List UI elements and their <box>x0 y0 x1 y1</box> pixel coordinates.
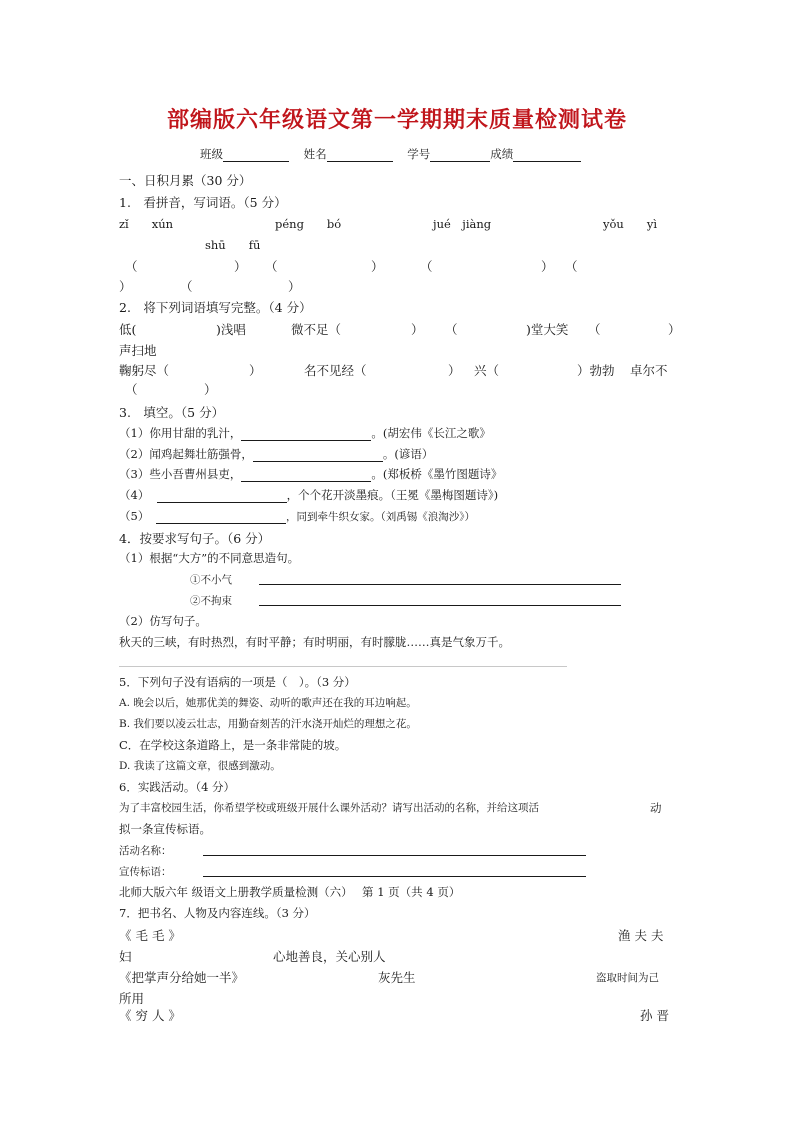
idiom-item: ） <box>204 382 217 397</box>
answer-line[interactable] <box>259 605 621 606</box>
q1-heading: 1. 看拼音，写词语。（5 分） <box>119 195 287 210</box>
q6-heading: 6．实践活动。（4 分） <box>119 780 236 794</box>
content-description[interactable]: 盗取时间为己 <box>596 972 659 984</box>
pinyin-4: yǒu yì <box>603 217 658 231</box>
fill-blank[interactable] <box>241 426 371 441</box>
item-number: （5） <box>119 509 150 523</box>
q4-sub2: （2）仿写句子。 <box>119 614 207 628</box>
fill-blank[interactable] <box>253 447 383 462</box>
slogan-line[interactable] <box>203 876 586 877</box>
bracket: （ <box>265 259 278 274</box>
activity-name-line[interactable] <box>203 855 586 856</box>
answer-line[interactable] <box>259 584 621 585</box>
item-number: （1） <box>119 426 150 440</box>
item-suffix: 。(郑板桥《墨竹图题诗》 <box>371 467 503 481</box>
idiom-item: 低( <box>119 322 137 337</box>
content-description: 所用 <box>119 991 145 1006</box>
page-title: 部编版六年级语文第一学期期末质量检测试卷 <box>166 108 627 133</box>
section-heading: 一、日积月累（30 分） <box>119 173 252 188</box>
item-number: （4） <box>119 488 150 502</box>
number-blank[interactable] <box>430 147 490 162</box>
pinyin-5: shū fū <box>205 238 261 252</box>
q4-heading: 4．按要求写句子。（6 分） <box>119 531 271 546</box>
bracket: （ <box>180 279 193 294</box>
item-suffix: 。(胡宏伟《长江之歌》 <box>371 426 491 440</box>
pinyin-3: jué jiàng <box>433 217 492 231</box>
q5-heading: 5．下列句子没有语病的一项是（ ）。（3 分） <box>119 675 356 689</box>
bracket: ） <box>234 259 247 274</box>
q6-prompt: 为了丰富校园生活，你希望学校或班级开展什么课外活动？请写出活动的名称，并给这项活 <box>119 802 539 814</box>
book-title[interactable]: 《把掌声分给她一半》 <box>119 970 245 985</box>
option-label: ②不拘束 <box>190 595 232 607</box>
class-label: 班级 <box>200 147 223 161</box>
idiom-item: ） <box>448 363 461 378</box>
slogan-label: 宣传标语： <box>119 866 172 878</box>
choice-option[interactable]: B. 我们要以凌云壮志，用勤奋刻苦的汗水浇开灿烂的理想之花。 <box>119 718 417 730</box>
fill-item <box>119 446 433 462</box>
divider <box>119 666 567 667</box>
item-prefix: 些小吾曹州县吏， <box>149 467 242 481</box>
bracket: ） <box>119 279 132 294</box>
content-description[interactable]: 心地善良，关心别人 <box>273 949 386 964</box>
name-blank[interactable] <box>327 147 393 162</box>
idiom-item: ） <box>249 363 262 378</box>
number-label: 学号 <box>407 147 431 161</box>
choice-option[interactable]: D. 我读了这篇文章，很感到激动。 <box>119 760 281 772</box>
score-blank[interactable] <box>513 147 581 162</box>
choice-option[interactable]: A. 晚会以后，她那优美的舞姿、动听的歌声还在我的耳边响起。 <box>119 697 417 709</box>
fill-blank[interactable] <box>241 467 371 482</box>
idiom-item: ） <box>411 322 424 337</box>
bracket: ） <box>288 279 301 294</box>
q7-heading: 7．把书名、人物及内容连线。（3 分） <box>119 906 316 920</box>
q6-prompt: 拟一条宣传标语。 <box>119 822 211 836</box>
bracket: ） <box>541 259 554 274</box>
item-number: （2） <box>119 447 150 461</box>
choice-option[interactable]: C．在学校这条道路上，是一条非常陡的坡。 <box>119 738 347 752</box>
bracket: （ <box>565 259 578 274</box>
item-suffix: ，个个花开淡墨痕。（王冕《墨梅图题诗》) <box>286 488 499 502</box>
character-name: 妇 <box>119 949 132 964</box>
bracket: （ <box>420 259 433 274</box>
idiom-item: 兴（ <box>474 363 500 378</box>
bracket: ） <box>371 259 384 274</box>
idiom-item: ） <box>668 322 681 337</box>
item-suffix: ，同到牵牛织女家。（刘禹锡《浪淘沙》） <box>286 511 476 523</box>
fill-item <box>119 487 498 503</box>
q3-heading: 3. 填空。（5 分） <box>119 405 225 420</box>
item-suffix: 。(谚语） <box>382 447 434 461</box>
item-prefix: 闻鸡起舞壮筋强骨， <box>149 447 253 461</box>
idiom-item: 鞠躬尽（ <box>119 363 170 378</box>
idiom-item: )堂大笑 <box>526 322 569 337</box>
idiom-item: （ <box>125 382 138 397</box>
character-name[interactable]: 孙 晋 <box>640 1008 669 1023</box>
idiom-item: ）勃勃 <box>577 363 615 378</box>
idiom-item: )浅唱 <box>216 322 246 337</box>
fill-blank[interactable] <box>156 509 286 524</box>
fill-blank[interactable] <box>157 488 287 503</box>
character-name[interactable]: 灰先生 <box>378 970 416 985</box>
idiom-item: （ <box>445 322 458 337</box>
q4-sub1: （1）根据“大方”的不同意思造句。 <box>119 551 300 565</box>
book-title[interactable]: 《 毛 毛 》 <box>119 928 181 943</box>
name-label: 姓名 <box>303 147 327 161</box>
bracket: （ <box>125 259 138 274</box>
page-footer: 北师大版六年 级语文上册教学质量检测（六） 第 1 页（共 4 页） <box>119 885 461 899</box>
q2-heading: 2. 将下列词语填写完整。（4 分） <box>119 300 312 315</box>
pinyin-1: zǐ xún <box>119 217 174 231</box>
item-number: （3） <box>119 467 150 481</box>
idiom-item: 微不足（ <box>291 322 342 337</box>
q6-prompt-tail: 动 <box>650 801 662 815</box>
fill-item <box>119 425 491 441</box>
item-prefix: 你用甘甜的乳汁， <box>149 426 242 440</box>
student-info-row <box>200 146 581 162</box>
fill-item <box>119 508 475 524</box>
book-title[interactable]: 《 穷 人 》 <box>119 1008 181 1023</box>
idiom-item: 名不见经（ <box>304 363 367 378</box>
score-label: 成绩 <box>490 147 514 161</box>
class-blank[interactable] <box>223 147 289 162</box>
pinyin-2: péng bó <box>275 217 342 231</box>
idiom-item: 声扫地 <box>119 343 157 358</box>
option-label: ①不小气 <box>190 574 232 586</box>
idiom-item: 卓尔不 <box>630 363 668 378</box>
example-sentence: 秋天的三峡，有时热烈，有时平静；有时明丽，有时朦胧……真是气象万千。 <box>119 635 510 649</box>
idiom-item: （ <box>588 322 601 337</box>
fill-item <box>119 466 502 482</box>
activity-name-label: 活动名称： <box>119 845 172 857</box>
character-name[interactable]: 渔 夫 夫 <box>618 928 664 943</box>
